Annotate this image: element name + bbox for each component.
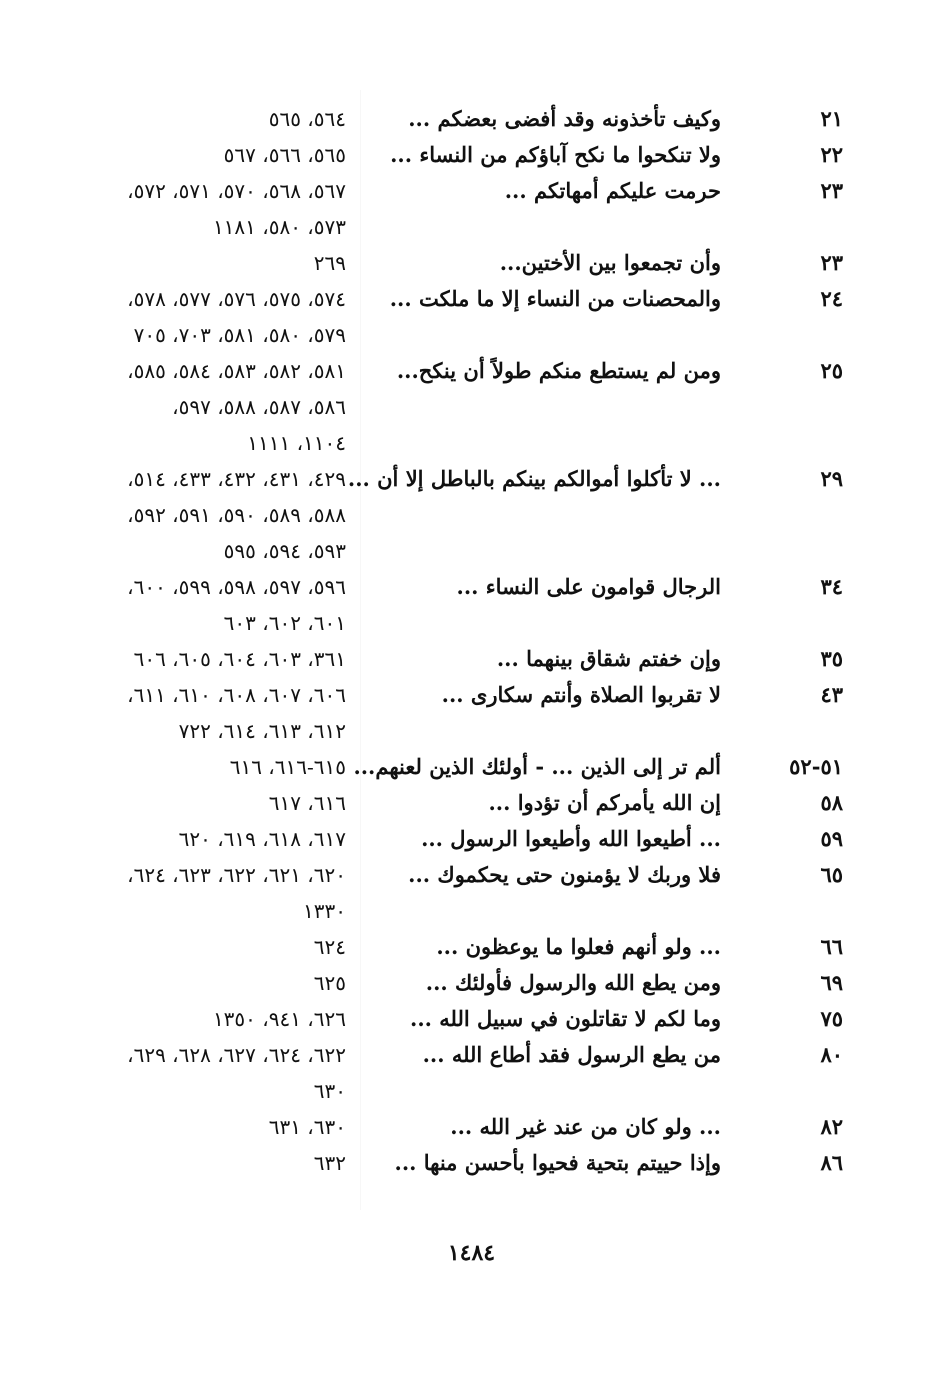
verse-text: ومن يطع الله والرسول فأولئك ... [425,970,721,995]
page-number: ١٤٨٤ [447,1240,496,1266]
verse-number: ٥٨ [820,790,843,815]
verse-number: ٨٢ [820,1114,843,1139]
page-references: ٦٣٠، ٦٣١ [268,1115,346,1139]
page-references: ٥٧٤، ٥٧٥، ٥٧٦، ٥٧٧، ٥٧٨، [127,287,346,311]
verse-number: ٢٩ [820,466,843,491]
page-references: ٥٦٥، ٥٦٦، ٥٦٧ [223,143,346,167]
verse-text: ألم تر إلى الذين ... - أولئك الذين لعنهم... [353,754,721,779]
page-references: ٣٦١، ٦٠٣، ٦٠٤، ٦٠٥، ٦٠٦ [133,647,346,671]
page-references: ١١٠٤، ١١١١ [247,431,346,455]
verse-number: ٦٥ [820,862,843,887]
page-references: ٦١٥-٦١٦، ٦١٦ [229,755,346,779]
verse-text: ... أطيعوا الله وأطيعوا الرسول ... [421,826,721,851]
page-references: ٦١٧، ٦١٨، ٦١٩، ٦٢٠ [178,827,346,851]
verse-number: ٧٥ [820,1006,843,1031]
verse-number: ٦٦ [820,934,843,959]
page-references: ٥٨١، ٥٨٢، ٥٨٣، ٥٨٤، ٥٨٥، [127,359,346,383]
verse-number: ٢٥ [820,358,843,383]
page-references: ٦١٢، ٦١٣، ٦١٤، ٧٢٢ [178,719,346,743]
page-references: ٥٩٦، ٥٩٧، ٥٩٨، ٥٩٩، ٦٠٠، [127,575,346,599]
page-references: ٥٩٣، ٥٩٤، ٥٩٥ [223,539,346,563]
verse-number: ٣٥ [820,646,843,671]
page-references: ٦٢٠، ٦٢١، ٦٢٢، ٦٢٣، ٦٢٤، [127,863,346,887]
verse-text: وإذا حييتم بتحية فحيوا بأحسن منها ... [394,1150,721,1175]
page-references: ٦٣٢ [313,1151,346,1175]
page-references: ٥٦٧، ٥٦٨، ٥٧٠، ٥٧١، ٥٧٢، [127,179,346,203]
verse-number: ٨٦ [820,1150,843,1175]
page-references: ٦٢٥ [313,971,346,995]
page-references: ٥٦٤، ٥٦٥ [268,107,346,131]
verse-number: ٤٣ [820,682,843,707]
verse-text: ولا تنكحوا ما نكح آباؤكم من النساء ... [390,142,721,167]
verse-number: ٦٩ [820,970,843,995]
verse-text: من يطع الرسول فقد أطاع الله ... [422,1042,721,1067]
page-references: ٢٦٩ [313,251,346,275]
page-references: ٥٧٩، ٥٨٠، ٥٨١، ٧٠٣، ٧٠٥ [133,323,346,347]
verse-text: وما لكم لا تقاتلون في سبيل الله ... [410,1006,721,1031]
verse-number: ٥٩ [820,826,843,851]
page-references: ٤٢٩، ٤٣١، ٤٣٢، ٤٣٣، ٥١٤، [127,467,346,491]
verse-text: وكيف تأخذونه وقد أفضى بعضكم ... [408,106,721,131]
verse-text: وإن خفتم شقاق بينهما ... [496,646,721,671]
page-references: ٦٢٤ [313,935,346,959]
verse-text: فلا وربك لا يؤمنون حتى يحكموك ... [408,862,721,887]
verse-text: وأن تجمعوا بين الأختين... [499,250,721,275]
page-references: ٦٢٢، ٦٢٤، ٦٢٧، ٦٢٨، ٦٢٩، [127,1043,346,1067]
page-references: ٥٨٨، ٥٨٩، ٥٩٠، ٥٩١، ٥٩٢، [127,503,346,527]
page-references: ٦٠٦، ٦٠٧، ٦٠٨، ٦١٠، ٦١١، [127,683,346,707]
page-references: ١٣٣٠ [303,899,346,923]
page-references: ٥٧٣، ٥٨٠، ١١٨١ [212,215,346,239]
verse-text: لا تقربوا الصلاة وأنتم سكارى ... [441,682,721,707]
verse-text: ... ولو أنهم فعلوا ما يوعظون ... [436,934,721,959]
verse-text: حرمت عليكم أمهاتكم ... [504,178,721,203]
page-fold-shadow [360,90,361,1210]
verse-text: الرجال قوامون على النساء ... [456,574,721,599]
verse-text: إن الله يأمركم أن تؤدوا ... [488,790,721,815]
verse-number: ٢١ [820,106,843,131]
page-references: ٦١٦، ٦١٧ [268,791,346,815]
page-references: ٦٠١، ٦٠٢، ٦٠٣ [223,611,346,635]
verse-text: ... لا تأكلوا أموالكم بينكم بالباطل إلا أن ... [347,466,721,491]
verse-text: والمحصنات من النساء إلا ما ملكت ... [389,286,721,311]
verse-number: ٥١-٥٢ [789,754,843,779]
verse-text: ... ولو كان من عند غير الله ... [450,1114,721,1139]
verse-number: ٢٢ [820,142,843,167]
page-references: ٦٢٦، ٩٤١، ١٣٥٠ [212,1007,346,1031]
verse-number: ٣٤ [820,574,843,599]
verse-number: ٨٠ [820,1042,843,1067]
verse-number: ٢٣ [820,250,843,275]
page-references: ٥٨٦، ٥٨٧، ٥٨٨، ٥٩٧، [172,395,346,419]
verse-number: ٢٣ [820,178,843,203]
verse-number: ٢٤ [820,286,843,311]
page-references: ٦٣٠ [313,1079,346,1103]
verse-text: ومن لم يستطع منكم طولاً أن ينكح... [396,358,721,383]
